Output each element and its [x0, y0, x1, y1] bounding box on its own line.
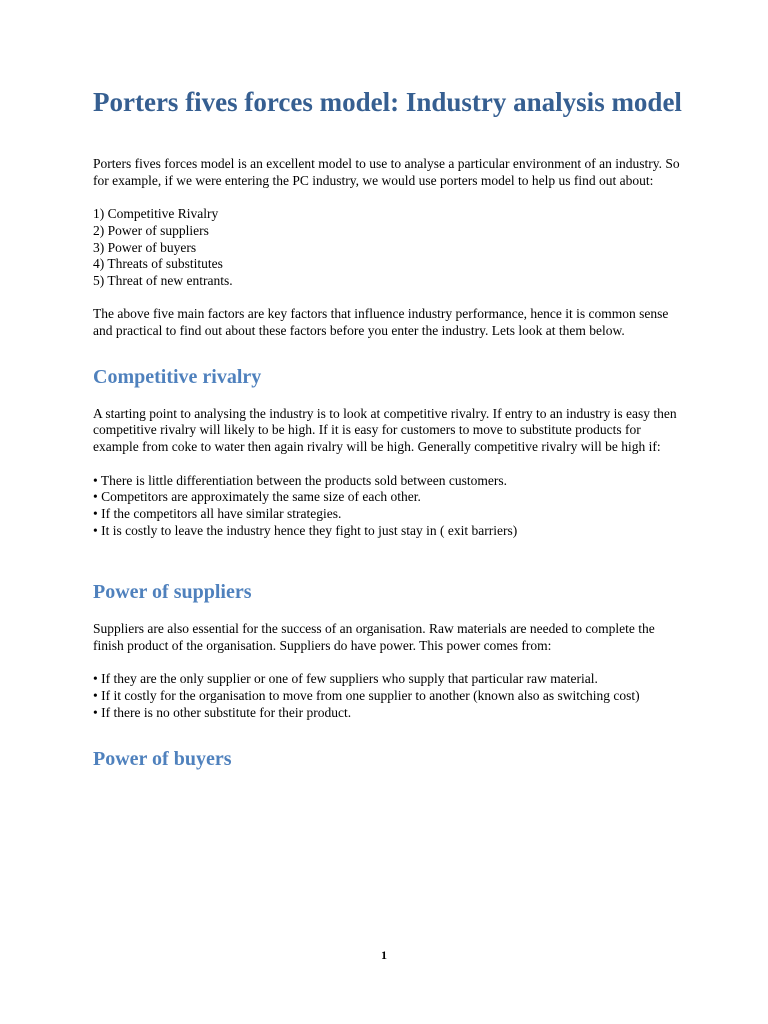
list-item: 5) Threat of new entrants. [93, 272, 233, 288]
page-number: 1 [381, 948, 387, 962]
document-title: Porters fives forces model: Industry analysis model [93, 87, 682, 117]
intro-paragraph: Porters fives forces model is an excellent model to use to analyse a particular environment of an industry. So for example, if we were entering the PC industry, we would use porters model to help us find out about: [93, 156, 680, 188]
list-item: 3) Power of buyers [93, 239, 197, 255]
bullet-item: • If the competitors all have similar strategies. [93, 505, 342, 521]
section-body-competitive-rivalry: A starting point to analysing the industry is to look at competitive rivalry. If entry to an industry is easy then competitive rivalry will likely to be high. If it is easy for customers to move to substitute products for example from coke to water then again rivalry will be high. Generally competitive rivalry will be high if: [93, 405, 677, 455]
bullet-list-power-of-suppliers [93, 671, 683, 721]
bullet-item: • Competitors are approximately the same size of each other. [93, 489, 421, 505]
section-heading-competitive-rivalry: Competitive rivalry [93, 365, 262, 388]
section-heading-power-of-suppliers: Power of suppliers [93, 581, 252, 604]
list-item: 2) Power of suppliers [93, 222, 209, 238]
bullet-item: • If there is no other substitute for their product. [93, 704, 352, 720]
list-item: 4) Threats of substitutes [93, 256, 223, 272]
intro-list [93, 206, 683, 290]
bullet-item: • There is little differentiation between the products sold between customers. [93, 472, 507, 488]
bullet-item: • If they are the only supplier or one of few suppliers who supply that particular raw material. [93, 671, 598, 687]
summary-paragraph: The above five main factors are key factors that influence industry performance, hence it is common sense and practical to find out about these factors before you enter the industry. Lets look at them below. [93, 306, 669, 338]
bullet-list-competitive-rivalry [93, 473, 683, 540]
section-heading-power-of-buyers: Power of buyers [93, 747, 232, 770]
section-body-power-of-suppliers: Suppliers are also essential for the success of an organisation. Raw materials are needed to complete the finish product of the organisation. Suppliers do have power. This power comes from: [93, 621, 655, 654]
bullet-item: • It is costly to leave the industry hence they fight to just stay in ( exit barriers) [93, 522, 518, 538]
page-content [93, 86, 683, 771]
list-item: 1) Competitive Rivalry [93, 206, 219, 222]
bullet-item: • If it costly for the organisation to move from one supplier to another (known also as switching cost) [93, 688, 640, 704]
